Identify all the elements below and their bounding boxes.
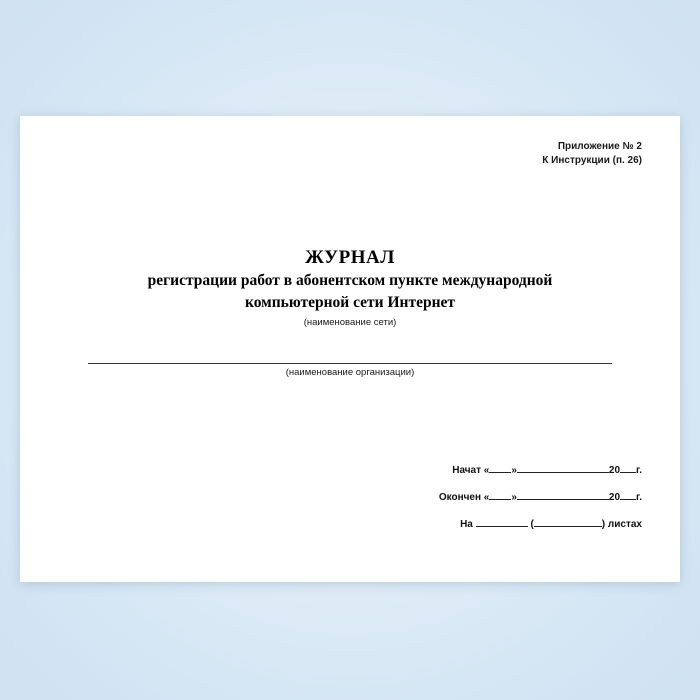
started-mid: » <box>511 465 517 476</box>
title-subline-1: регистрации работ в абонентском пункте международной <box>147 272 553 289</box>
page-title: ЖУРНАЛ <box>305 247 395 268</box>
sheets-count-blank[interactable] <box>476 516 528 527</box>
started-day-blank[interactable] <box>489 462 511 473</box>
started-label: Начат « <box>452 465 490 476</box>
finished-row <box>342 489 642 503</box>
sheets-suffix: листах <box>607 519 642 530</box>
appendix-block <box>542 140 642 168</box>
dates-block <box>342 462 642 530</box>
finished-mid: » <box>511 492 517 503</box>
title-subline-2: компьютерной сети Интернет <box>245 294 455 311</box>
appendix-number: Приложение № 2 <box>557 141 642 152</box>
organization-block <box>88 362 612 378</box>
sheets-close-paren: ) <box>601 519 606 530</box>
finished-day-blank[interactable] <box>489 489 511 500</box>
document-page <box>20 116 680 582</box>
sheets-open-paren: ( <box>530 519 534 530</box>
organization-caption: (наименование организации) <box>285 367 415 378</box>
title-block <box>20 246 680 330</box>
started-year: 20 <box>608 465 621 476</box>
finished-year-blank[interactable] <box>620 489 636 500</box>
document-content <box>20 116 680 582</box>
finished-month-blank[interactable] <box>517 489 609 500</box>
started-suffix: г. <box>636 465 642 476</box>
organization-fill-line[interactable] <box>88 362 612 364</box>
sheets-words-blank[interactable] <box>534 516 602 527</box>
finished-suffix: г. <box>636 492 642 503</box>
started-row <box>342 462 642 476</box>
finished-year: 20 <box>608 492 621 503</box>
sheets-row <box>342 516 642 530</box>
sheets-label: На <box>460 519 473 530</box>
appendix-reference: К Инструкции (п. 26) <box>542 155 642 166</box>
started-month-blank[interactable] <box>517 462 609 473</box>
started-year-blank[interactable] <box>620 462 636 473</box>
network-name-caption: (наименование сети) <box>303 317 397 328</box>
finished-label: Окончен « <box>438 492 490 503</box>
